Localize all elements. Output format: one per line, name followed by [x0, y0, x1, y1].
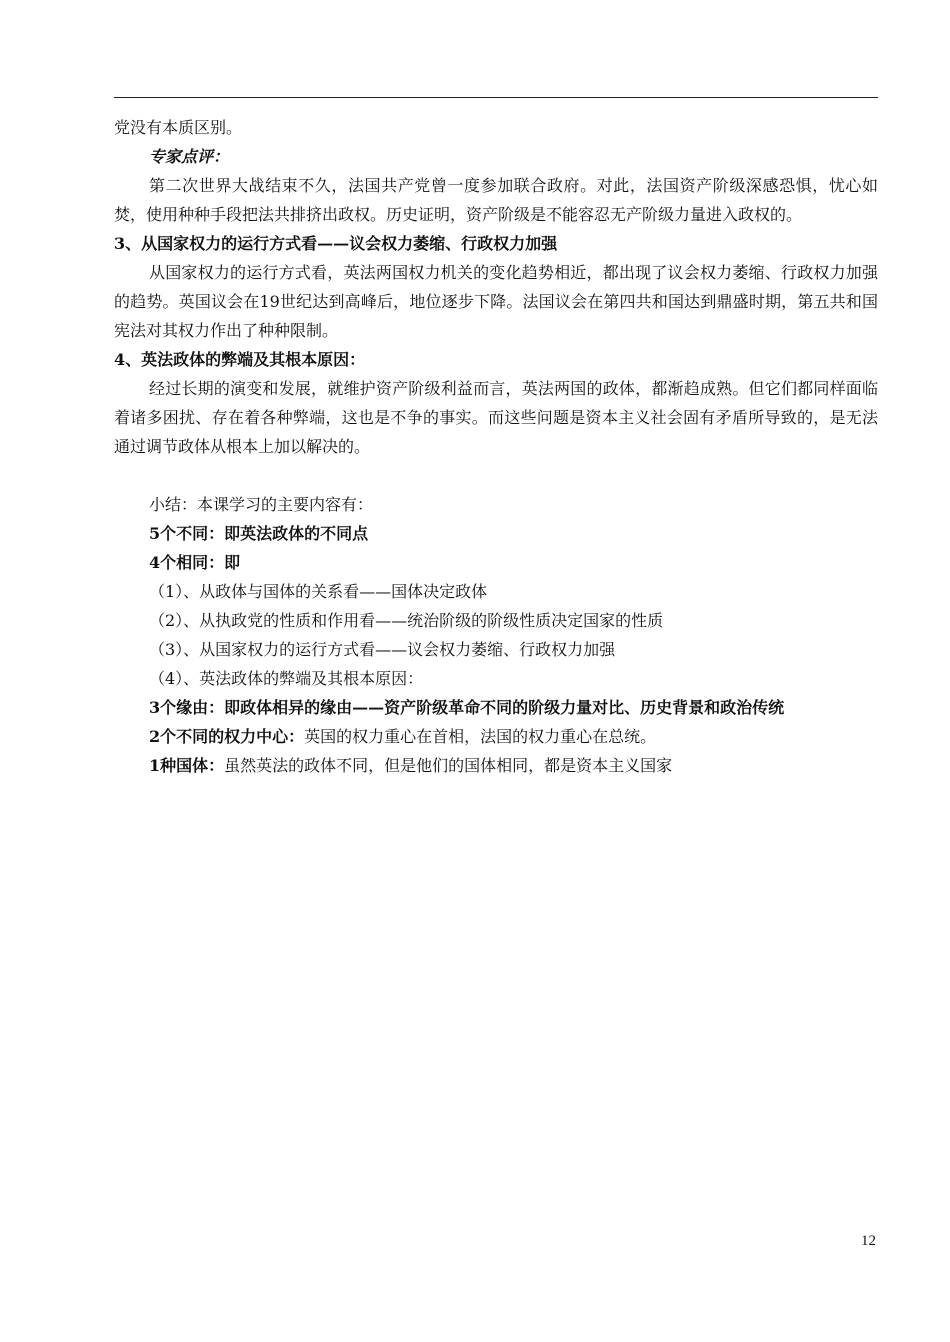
paragraph-continuation: 党没有本质区别。	[114, 118, 243, 137]
header-rule	[114, 97, 878, 98]
summary-two-label: 2个不同的权力中心：	[149, 727, 305, 746]
expert-comment-text: 第二次世界大战结束不久，法国共产党曾一度参加联合政府。对此，法国资产阶级深感恐惧，忧心如焚，使用种种手段把法共排挤出政权。历史证明，资产阶级是不能容忍无产阶级力量进入政权的。	[114, 176, 878, 224]
summary-item: （4）、英法政体的弊端及其根本原因：	[149, 669, 424, 688]
summary-three-reasons: 3个缘由：即政体相异的缘由——资产阶级革命不同的阶级力量对比、历史背景和政治传统	[149, 698, 785, 717]
section-3-text: 从国家权力的运行方式看，英法两国权力机关的变化趋势相近，都出现了议会权力萎缩、行政权力加强的趋势。英国议会在19世纪达到高峰后，地位逐步下降。法国议会在第四共和国达到鼎盛时期，第五共和国宪法对其权力作出了种种限制。	[114, 263, 878, 340]
summary-item: （1）、从政体与国体的关系看——国体决定政体	[149, 582, 488, 601]
summary-four-similarities: 4个相同：即	[149, 553, 241, 572]
summary-two-centers	[114, 722, 878, 751]
expert-comment-heading: 专家点评：	[149, 147, 230, 166]
spacer	[114, 461, 878, 490]
section-3-heading: 3、从国家权力的运行方式看——议会权力萎缩、行政权力加强	[114, 234, 558, 253]
summary-intro: 小结：本课学习的主要内容有：	[149, 495, 374, 514]
section-4-text: 经过长期的演变和发展，就维护资产阶级利益而言，英法两国的政体，都渐趋成熟。但它们都同样面临着诸多困扰、存在着各种弊端，这也是不争的事实。而这些问题是资本主义社会固有矛盾所导致的，是无法通过调节政体从根本上加以解决的。	[114, 379, 878, 456]
summary-one-text: 虽然英法的政体不同，但是他们的国体相同，都是资本主义国家	[224, 756, 673, 775]
document-body	[114, 113, 878, 780]
summary-item: （3）、从国家权力的运行方式看——议会权力萎缩、行政权力加强	[149, 640, 616, 659]
summary-one-system	[114, 751, 878, 780]
summary-one-label: 1种国体：	[149, 756, 225, 775]
summary-two-text: 英国的权力重心在首相，法国的权力重心在总统。	[304, 727, 657, 746]
section-4-heading: 4、英法政体的弊端及其根本原因：	[114, 350, 366, 369]
summary-item: （2）、从执政党的性质和作用看——统治阶级的阶级性质决定国家的性质	[149, 611, 664, 630]
summary-five-differences: 5个不同：即英法政体的不同点	[149, 524, 369, 543]
page-number: 12	[861, 1233, 876, 1249]
